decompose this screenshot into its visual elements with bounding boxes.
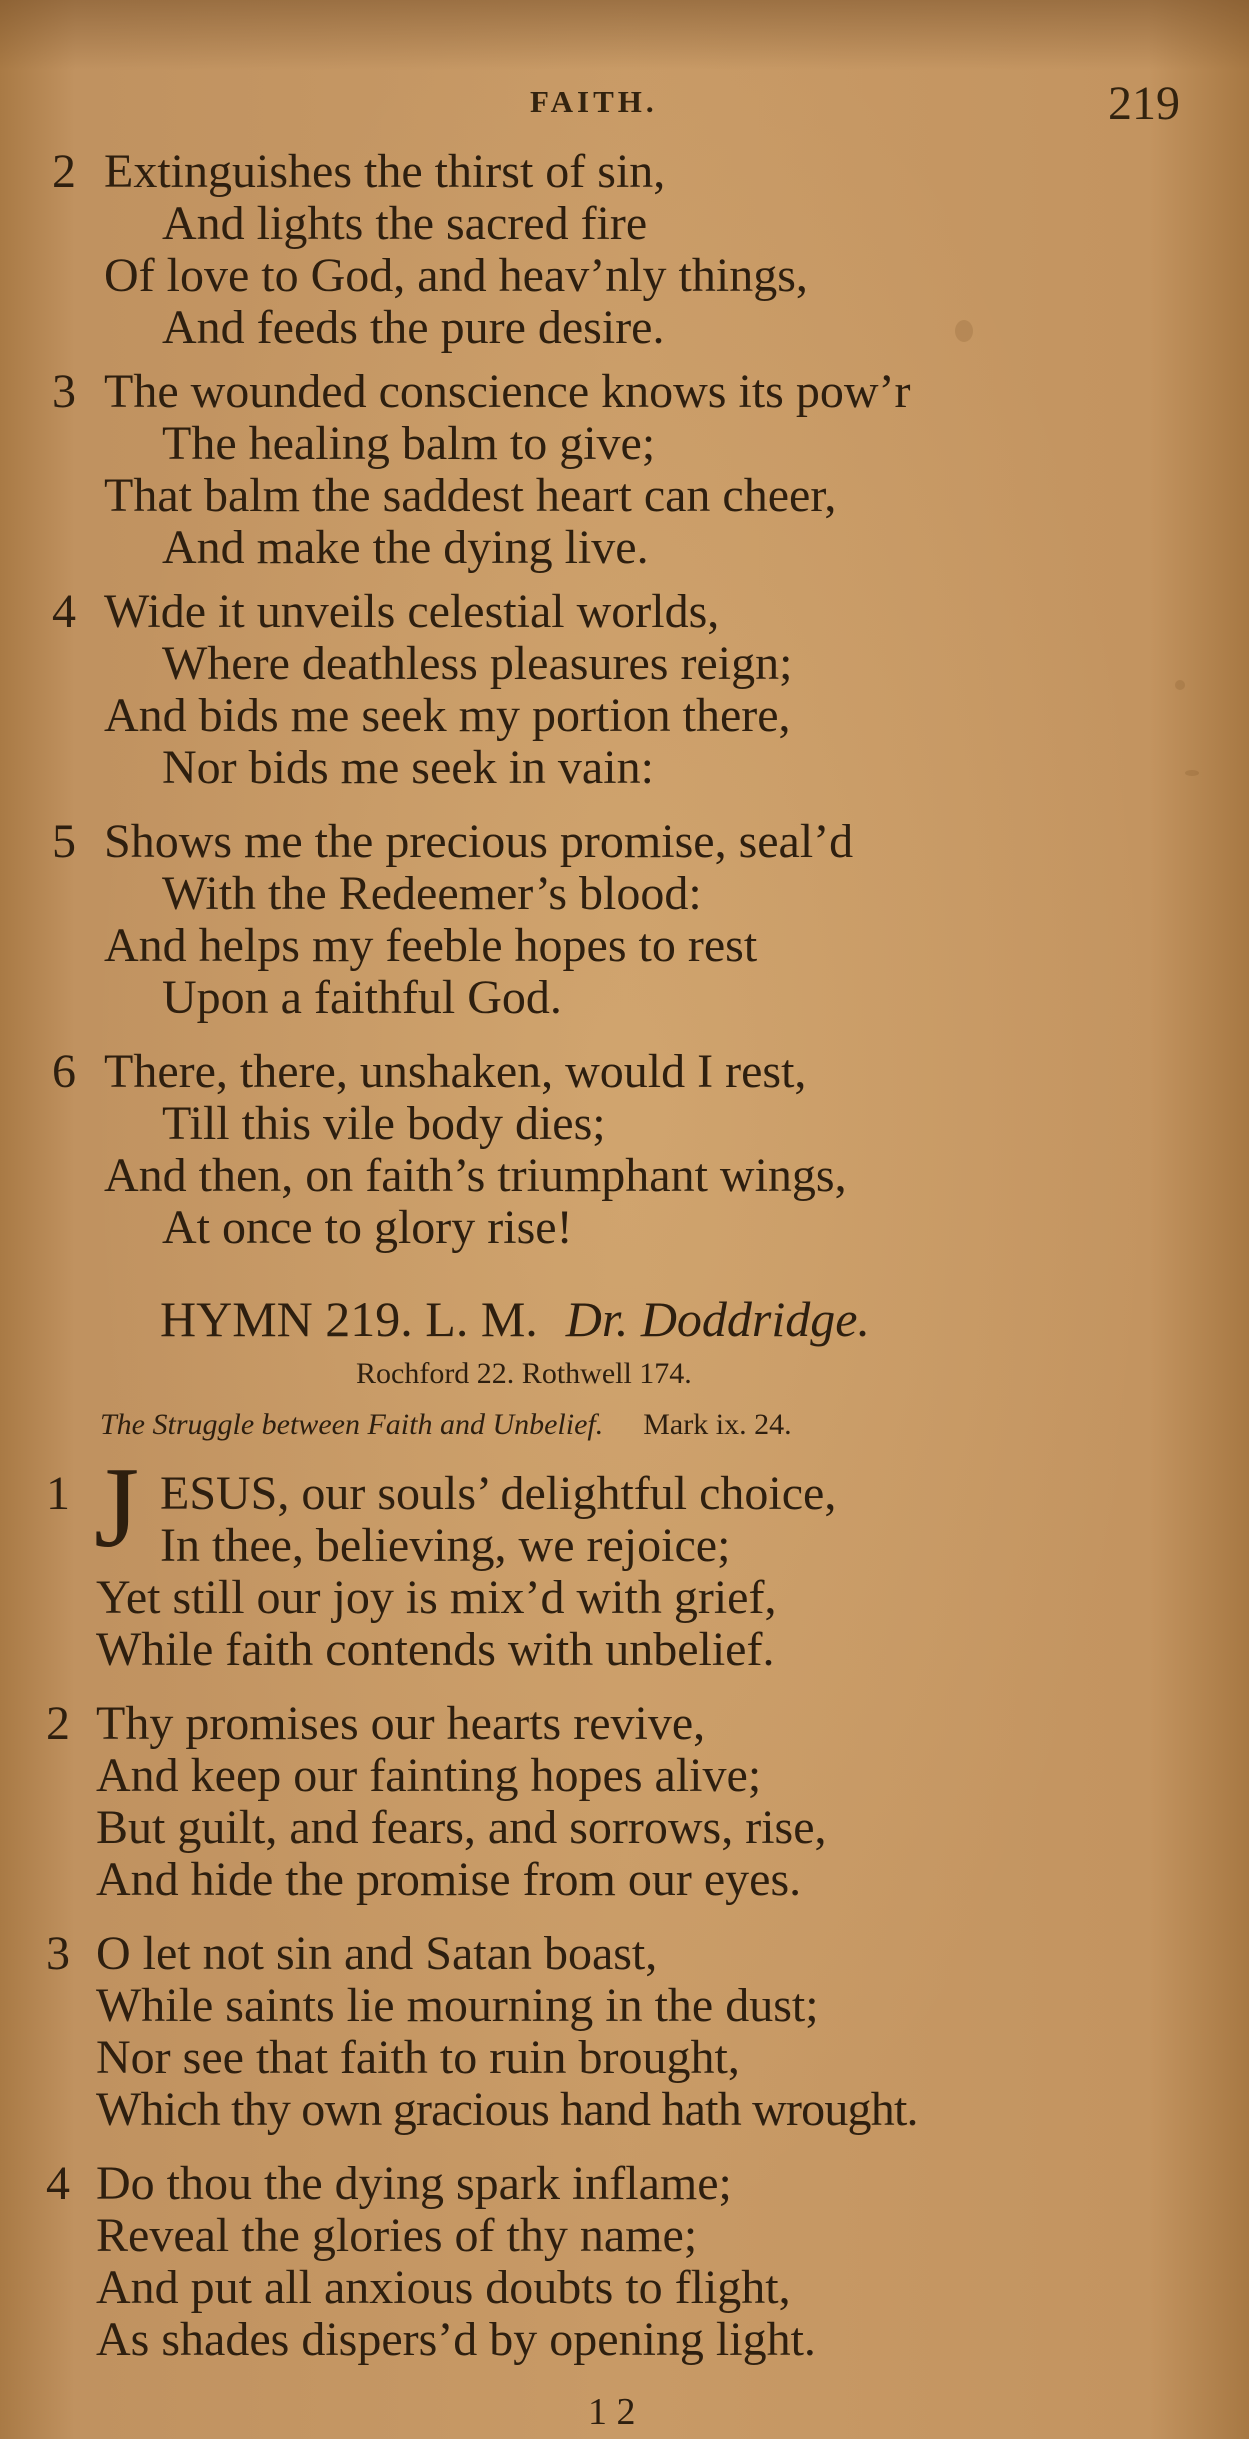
- verse-line: Shows me the precious promise, seal’d: [104, 815, 854, 868]
- page-section-title: FAITH.: [530, 84, 658, 119]
- scripture-reference: Mark ix. 24.: [643, 1408, 792, 1441]
- verse-number: 2: [52, 145, 76, 198]
- verse-line: And put all anxious doubts to flight,: [96, 2261, 791, 2314]
- verse-number: 5: [52, 815, 76, 868]
- verse-number: 3: [52, 365, 76, 418]
- verse-line: And bids me seek my portion there,: [104, 689, 791, 742]
- running-header: [0, 78, 1249, 138]
- verse-line: With the Redeemer’s blood:: [162, 867, 702, 920]
- verse-line: The healing balm to give;: [162, 417, 656, 470]
- hymn-heading: [160, 1290, 870, 1348]
- verse-line: And keep our fainting hopes alive;: [96, 1749, 762, 1802]
- paper-stain: [1175, 680, 1185, 690]
- verse-line: Do thou the dying spark inflame;: [96, 2157, 732, 2210]
- verse-line: O let not sin and Satan boast,: [96, 1927, 658, 1980]
- paper-stain: [1185, 770, 1199, 776]
- verse-number: 1: [46, 1467, 70, 1520]
- verse-line: At once to glory rise!: [162, 1201, 573, 1254]
- verse-line: That balm the saddest heart can cheer,: [104, 469, 837, 522]
- verse-line: ESUS, our souls’ delightful choice,: [160, 1467, 837, 1520]
- drop-cap: J: [94, 1444, 140, 1572]
- verse-line: But guilt, and fears, and sorrows, rise,: [96, 1801, 827, 1854]
- verse-line: Nor see that faith to ruin brought,: [96, 2031, 740, 2084]
- signature-mark: 1 2: [588, 2391, 636, 2433]
- verse-line: Where deathless pleasures reign;: [162, 637, 793, 690]
- verse-number: 4: [46, 2157, 70, 2210]
- verse-line: Upon a faithful God.: [162, 971, 562, 1024]
- verse-line: Till this vile body dies;: [162, 1097, 606, 1150]
- hymn-tunes: Rochford 22. Rothwell 174.: [356, 1357, 692, 1390]
- verse-line: And lights the sacred fire: [162, 197, 648, 250]
- verse-line: And helps my feeble hopes to rest: [104, 919, 758, 972]
- verse-line: And feeds the pure desire.: [162, 301, 665, 354]
- verse-line: Of love to God, and heav’nly things,: [104, 249, 808, 302]
- verse-number: 4: [52, 585, 76, 638]
- verse-line: As shades dispers’d by opening light.: [96, 2313, 816, 2366]
- verse-line: Which thy own gracious hand hath wrought.: [96, 2083, 918, 2136]
- verse-line: While faith contends with unbelief.: [96, 1623, 775, 1676]
- hymn-subject: The Struggle between Faith and Unbelief.: [100, 1408, 604, 1441]
- verse-line: While saints lie mourning in the dust;: [96, 1979, 819, 2032]
- verse-line: And hide the promise from our eyes.: [96, 1853, 802, 1906]
- verse-line: Yet still our joy is mix’d with grief,: [96, 1571, 777, 1624]
- verse-line: In thee, believing, we rejoice;: [160, 1519, 731, 1572]
- verse-line: And make the dying live.: [162, 521, 649, 574]
- verse-line: Thy promises our hearts revive,: [96, 1697, 706, 1750]
- verse-line: Extinguishes the thirst of sin,: [104, 145, 666, 198]
- verse-line: The wounded conscience knows its pow’r: [104, 365, 911, 418]
- hymn-author: Dr. Doddridge.: [565, 1291, 870, 1347]
- verse-line: Reveal the glories of thy name;: [96, 2209, 698, 2262]
- page-number: 219: [1108, 77, 1180, 130]
- verse-number: 2: [46, 1697, 70, 1750]
- hymn-number-meter: HYMN 219. L. M.: [160, 1291, 538, 1347]
- verse-line: There, there, unshaken, would I rest,: [104, 1045, 807, 1098]
- verse-number: 3: [46, 1927, 70, 1980]
- hymn-subject-line: [100, 1408, 792, 1442]
- paper-stain: [955, 320, 973, 342]
- verse-line: Wide it unveils celestial worlds,: [104, 585, 720, 638]
- verse-line: Nor bids me seek in vain:: [162, 741, 654, 794]
- verse-number: 6: [52, 1045, 76, 1098]
- verse-line: And then, on faith’s triumphant wings,: [104, 1149, 847, 1202]
